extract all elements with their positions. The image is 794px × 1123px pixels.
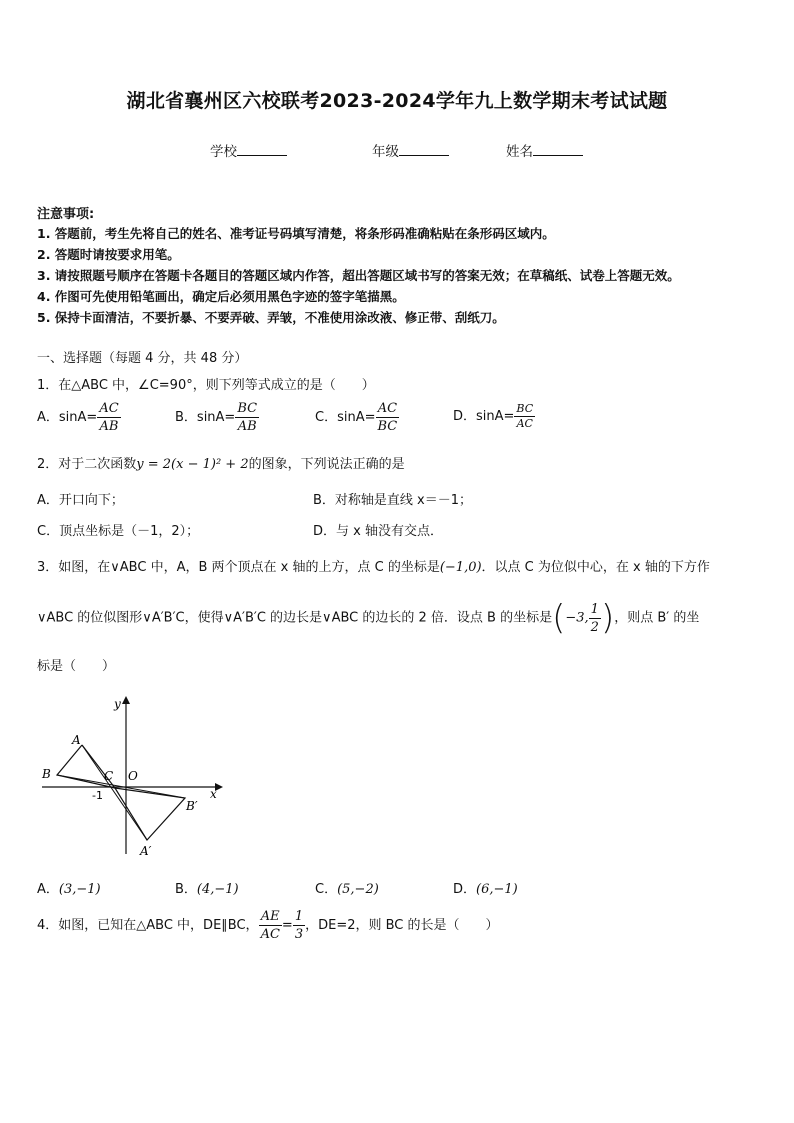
y-axis-arrow — [122, 696, 130, 704]
label-neg-one: -1 — [92, 789, 103, 802]
label-b: B — [42, 767, 51, 781]
q2-option-a: A．开口向下； — [37, 493, 124, 508]
q1-option-a: A．sinA= $\frac{AC}{AB}$ — [37, 401, 119, 434]
note-item: 3. 请按照题号顺序在答题卡各题目的答题区域内作答，超出答题区域书写的答案无效；在草稿纸、试卷上答题无效。 — [37, 268, 680, 283]
question-2-stem: 2．对于二次函数y = 2(x − 1)² + 2的图象，下列说法正确的是 — [37, 457, 405, 472]
grade-field: 年级 — [372, 140, 449, 160]
q3-option-c: C．(5,−2) — [315, 882, 379, 897]
label-b-prime: B′ — [186, 799, 198, 813]
q1-option-c: C．sinA= $\frac{AC}{BC}$ — [315, 401, 398, 434]
q3-option-d: D．(6,−1) — [453, 882, 518, 897]
q2-option-d: D．与 x 轴没有交点． — [313, 524, 443, 539]
note-item: 1. 答题前，考生先将自己的姓名、准考证号码填写清楚，将条形码准确粘贴在条形码区域内。 — [37, 226, 555, 241]
q2-formula: y = 2(x − 1)² + 2 — [136, 457, 249, 472]
question-1-stem: 1．在△ABC 中，∠C=90°，则下列等式成立的是（ ） — [37, 378, 375, 393]
note-item: 5. 保持卡面清洁，不要折暴、不要弄破、弄皱，不准使用涂改液、修正带、刮纸刀。 — [37, 310, 505, 325]
question-3-line-1: 3．如图，在∨ABC 中，A，B 两个顶点在 x 轴的上方，点 C 的坐标是(−1,0)．以点 C 为位似中心，在 x 轴的下方作 — [37, 560, 710, 575]
school-field: 学校 — [210, 140, 287, 160]
section-heading: 一、选择题（每题 4 分，共 48 分） — [37, 351, 248, 366]
q3-coordinate-figure — [30, 692, 230, 862]
label-y: y — [114, 697, 121, 711]
q3-option-a: A．(3,−1) — [37, 882, 101, 897]
q2-option-b: B．对称轴是直线 x＝－1； — [313, 493, 473, 508]
page-title: 湖北省襄州区六校联考2023-2024学年九上数学期末考试试题 — [126, 90, 668, 112]
q2-option-c: C．顶点坐标是（－1，2）； — [37, 524, 200, 539]
label-a: A — [72, 733, 81, 747]
question-3-line-3: 标是（ ） — [37, 659, 116, 674]
label-o: O — [128, 769, 138, 783]
label-a-prime: A′ — [140, 844, 152, 858]
note-item: 2. 答题时请按要求用笔。 — [37, 247, 180, 262]
label-x: x — [210, 787, 217, 801]
question-4-stem: 4．如图，已知在△ABC 中，DE∥BC， $\frac{AE}{AC}$ = $\frac{1}{3}$ ，DE=2，则 BC 的长是（ ） — [37, 909, 499, 942]
notes-heading: 注意事项: — [37, 207, 95, 222]
question-3-line-2: ∨ABC 的位似图形∨A′B′C，使得∨A′B′C 的边长是∨ABC 的边长的 2 倍．设点 B 的坐标是(−3, $\frac{1}{2}$ )，则点 B′ 的坐 — [37, 598, 700, 638]
note-item: 4. 作图可先使用铅笔画出，确定后必须用黑色字迹的签字笔描黑。 — [37, 289, 405, 304]
q3-option-b: B．(4,−1) — [175, 882, 239, 897]
label-c: C — [104, 769, 114, 783]
q1-option-d: D．sinA= $\frac{BC}{AC}$ — [453, 402, 534, 430]
q1-option-b: B．sinA= $\frac{BC}{AB}$ — [175, 401, 258, 434]
name-field: 姓名 — [506, 140, 583, 160]
